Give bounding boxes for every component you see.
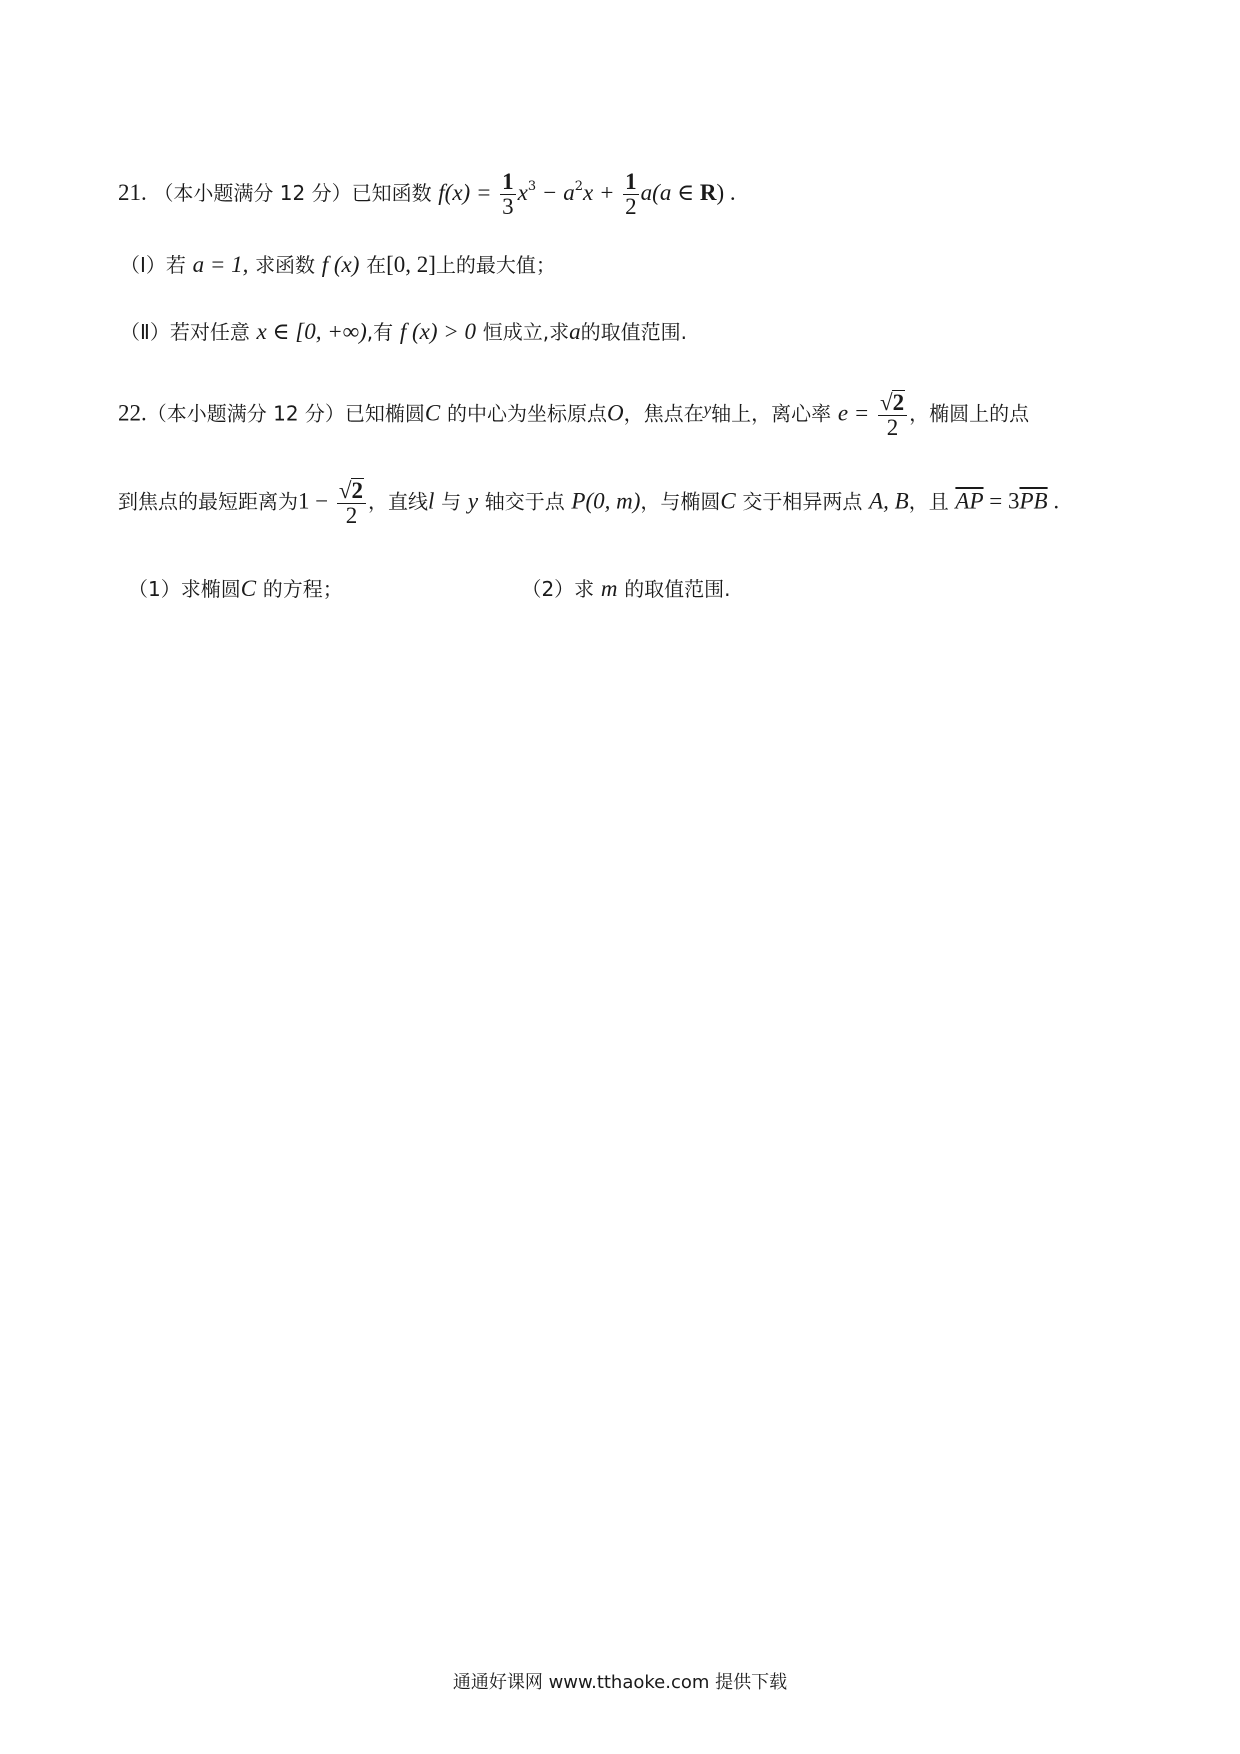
q21-part1-text: 求函数 xyxy=(255,253,316,277)
q22-text-focus: ，焦点在 xyxy=(623,401,704,426)
q21-exponent-3: 3 xyxy=(527,179,537,195)
q22-equals-three: = 3 xyxy=(983,488,1020,514)
q21-part1-line xyxy=(120,253,556,276)
q22-subquestions-line xyxy=(128,577,731,600)
q21-term-a: − a xyxy=(536,180,575,206)
q22-text-with-ellipse: ，与椭圆 xyxy=(640,489,721,514)
q22-points-ab: A, B xyxy=(869,488,909,514)
q21-stem-text: 已知函数 xyxy=(351,181,432,206)
q22-sub1-ellipse-c: C xyxy=(240,576,257,601)
q21-part2-inequality: f (x) > 0 xyxy=(399,319,477,344)
q22-period: . xyxy=(1047,488,1060,514)
q21-part2-text: ,有 xyxy=(366,320,394,344)
q22-sub2-text: 的取值范围. xyxy=(624,577,731,601)
q22-sub1-text: 的方程； xyxy=(262,577,343,601)
q21-number: 21. xyxy=(118,180,147,206)
q21-part2-line xyxy=(120,320,687,343)
q22-stem-line xyxy=(118,390,1029,440)
q22-eccentricity-fraction: $\frac{√2}{2}$ xyxy=(878,390,907,440)
q22-text-intersects: 轴交于点 xyxy=(484,489,565,514)
q22-line2 xyxy=(118,478,1059,528)
q21-part1-text-in: 在 xyxy=(366,253,387,277)
q21-part1-text-max: 上的最大值； xyxy=(435,253,556,277)
q22-text-eccentricity: 轴上，离心率 xyxy=(711,401,832,426)
q21-stem-line xyxy=(118,170,736,219)
q22-distance-one-minus: 1 − xyxy=(298,488,329,514)
q21-exponent-2: 2 xyxy=(574,179,583,195)
q22-number: 22. xyxy=(118,400,147,426)
q21-formula-lhs: f(x) = xyxy=(438,180,492,206)
q22-ellipse-c: C xyxy=(424,400,441,426)
q21-fraction-one-third: $\frac{1}{3}$ xyxy=(502,169,514,220)
q22-text-min-distance: 到焦点的最短距离为 xyxy=(118,489,298,514)
q21-term-x: x xyxy=(517,180,528,206)
q21-part2-condition: x ∈ [0, +∞) xyxy=(256,319,367,344)
q22-ellipse-c-2: C xyxy=(720,488,736,514)
q21-part2-variable-a: a xyxy=(569,319,581,344)
q21-end: ) . xyxy=(716,180,736,206)
q21-part1-condition: a = 1, xyxy=(192,252,249,277)
q21-term-x-plus: x + xyxy=(582,180,615,206)
q22-vector-pb: $\overline{PB}$ xyxy=(1019,488,1048,514)
q22-text: 已知椭圆 xyxy=(344,401,425,426)
q22-eccentricity-lhs: e = xyxy=(837,400,870,426)
q22-vector-ap: $\overline{AP}$ xyxy=(955,488,984,514)
q22-line-l: l xyxy=(428,488,435,514)
q22-points: （本小题满分 12 分） xyxy=(146,401,345,426)
q22-text-two-points: 交于相异两点 xyxy=(742,489,863,514)
q21-part2-text-range: 的取值范围. xyxy=(580,320,687,344)
q22-origin-o: O xyxy=(606,400,624,426)
q22-text-and: ，且 xyxy=(908,489,949,514)
q22-sub1-label: （1）求椭圆 xyxy=(128,577,241,601)
q21-part2-label: （Ⅱ）若对任意 xyxy=(120,320,250,344)
q22-axis-y-2: y xyxy=(467,488,479,514)
page-footer: 通通好课网 www.tthaoke.com 提供下载 xyxy=(452,1672,788,1693)
q22-distance-fraction: $\frac{√2}{2}$ xyxy=(337,478,366,528)
q21-part1-label: （Ⅰ）若 xyxy=(120,253,186,277)
q22-axis-y: y xyxy=(703,399,712,419)
q21-domain: a(a ∈ xyxy=(640,180,700,206)
q21-fraction-one-half: $\frac{1}{2}$ xyxy=(625,169,637,220)
q22-text-with: 与 xyxy=(441,489,462,514)
q21-points: （本小题满分 12 分） xyxy=(153,181,352,206)
q22-sub2-variable-m: m xyxy=(600,576,618,601)
q22-sub2-label: （2）求 xyxy=(521,577,595,601)
q22-text-center: 的中心为坐标原点 xyxy=(446,401,607,426)
q22-point-p: P(0, m) xyxy=(571,488,641,514)
q21-real-set: R xyxy=(699,180,717,206)
q21-part1-function: f (x) xyxy=(321,252,360,277)
q21-part1-interval: [0, 2] xyxy=(386,252,436,277)
q22-text-line: ，直线 xyxy=(368,489,429,514)
q22-text-point: ，椭圆上的点 xyxy=(909,401,1030,426)
q21-part2-text-holds: 恒成立,求 xyxy=(482,320,570,344)
